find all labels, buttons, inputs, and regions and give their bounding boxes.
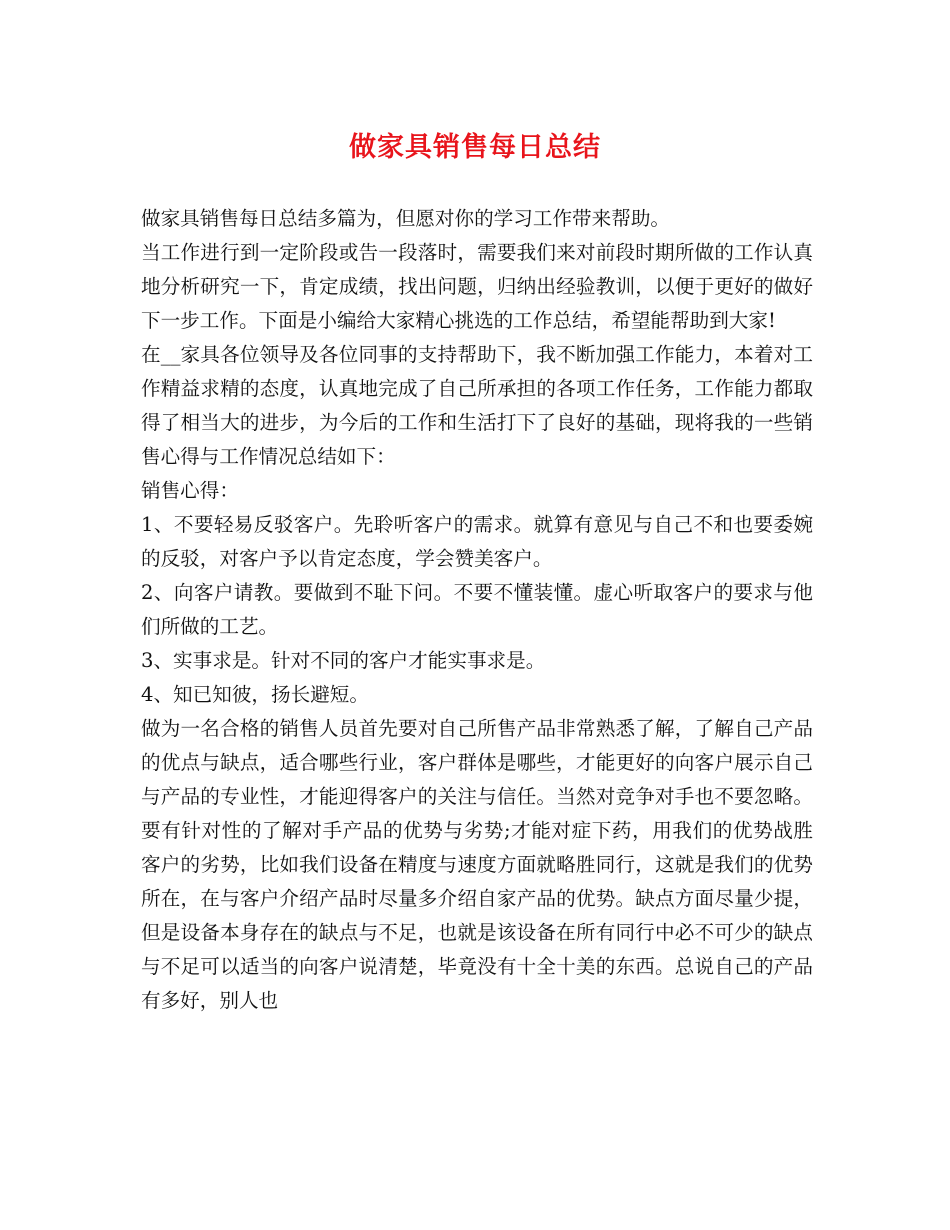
paragraph-product-knowledge: 做为一名合格的销售人员首先要对自己所售产品非常熟悉了解，了解自己产品的优点与缺点，适合哪些行业，客户群体是哪些，才能更好的向客户展示自己与产品的专业性，才能迎得客户的关注与信任。当然对竞争对手也不要忽略。要有针对性的了解对手产品的优势与劣势;才能对症下药，用我们的优势战胜客户的劣势，比如我们设备在精度与速度方面就略胜同行，这就是我们的优势所在，在与客户介绍产品时尽量多介绍自家产品的优势。缺点方面尽量少提，但是设备本身存在的缺点与不足，也就是该设备在所有同行中必不可少的缺点与不足可以适当的向客户说清楚，毕竟没有十全十美的东西。总说自己的产品有多好，别人也 [141, 717, 813, 1012]
paragraph-sales-heading: 销售心得： [141, 479, 239, 502]
paragraph-summary-opening: 在__家具各位领导及各位同事的支持帮助下，我不断加强工作能力，本着对工作精益求精的态度，认真地完成了自己所承担的各项工作任务，工作能力都取得了相当大的进步，为今后的工作和生活打下了良好的基础，现将我的一些销售心得与工作情况总结如下： [141, 343, 813, 468]
paragraph-point-1: 1、不要轻易反驳客户。先聆听客户的需求。就算有意见与自己不和也要委婉的反驳，对客户予以肯定态度，学会赞美客户。 [141, 513, 813, 570]
paragraph-preface: 当工作进行到一定阶段或告一段落时，需要我们来对前段时期所做的工作认真地分析研究一下，肯定成绩，找出问题，归纳出经验教训，以便于更好的做好下一步工作。下面是小编给大家精心挑选的工作总结，希望能帮助到大家! [141, 241, 813, 332]
paragraph-point-3: 3、实事求是。针对不同的客户才能实事求是。 [141, 649, 546, 672]
paragraph-point-4: 4、知已知彼，扬长避短。 [141, 683, 369, 706]
paragraph-intro: 做家具销售每日总结多篇为，但愿对你的学习工作带来帮助。 [141, 207, 671, 230]
paragraph-point-2: 2、向客户请教。要做到不耻下问。不要不懂装懂。虚心听取客户的要求与他们所做的工艺。 [141, 581, 813, 638]
document-body [141, 202, 813, 1018]
document-title: 做家具销售每日总结 [349, 132, 601, 163]
